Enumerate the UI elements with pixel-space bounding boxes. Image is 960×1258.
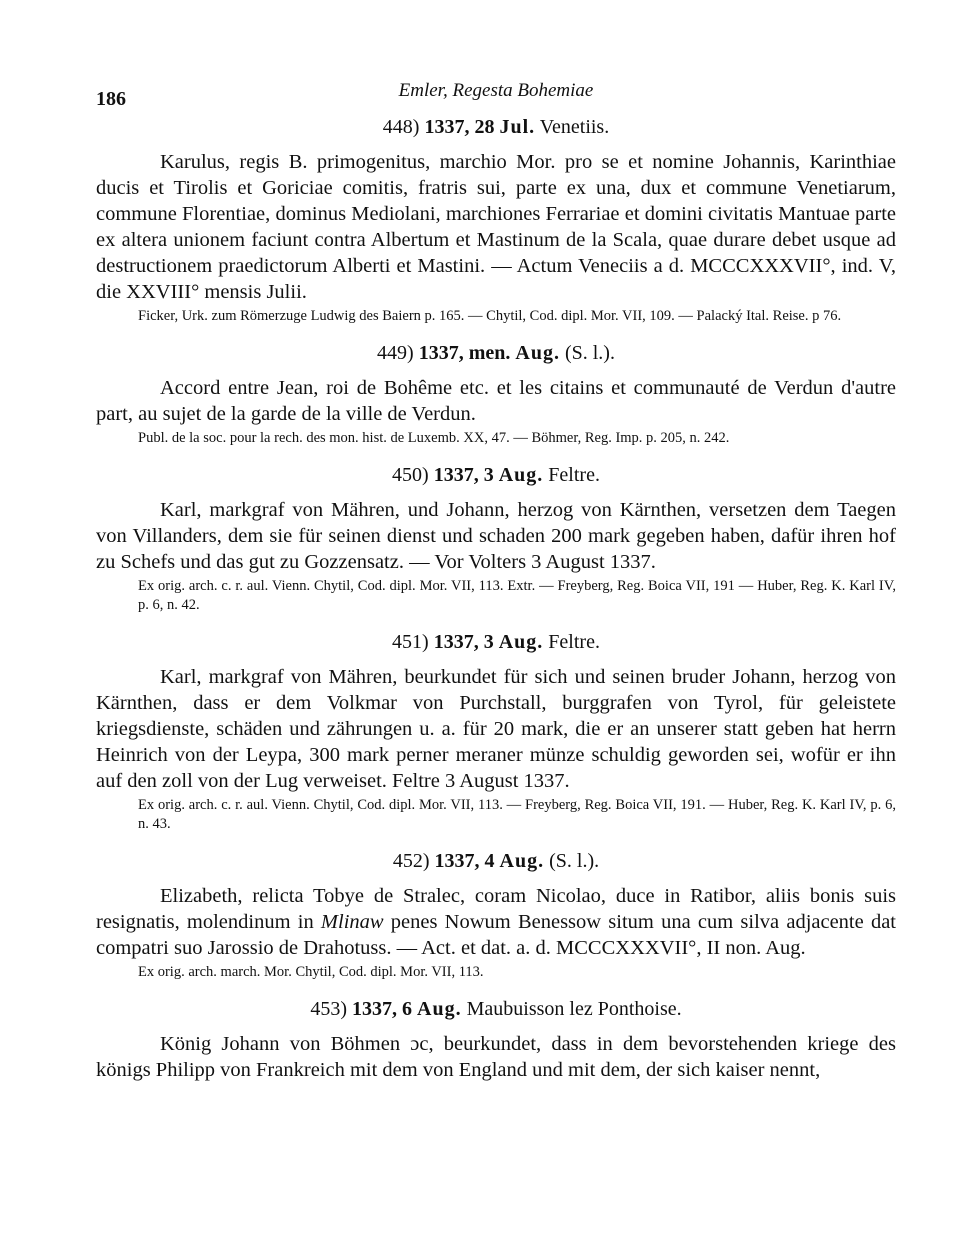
entry-month: Aug. — [499, 850, 545, 872]
running-head — [96, 80, 896, 114]
entry-place: (S. l.). — [564, 342, 615, 364]
entry-body-text: Elizabeth, relicta Tobye de Stralec, coram Nicolao, duce in Ratibor, aliis bonis suis resignatis, molendinum in — [96, 885, 896, 933]
page-number: 186 — [96, 88, 126, 110]
entry-year: 1337, — [433, 631, 479, 653]
entry-year: 1337, — [418, 342, 464, 364]
entry-place: Feltre. — [548, 464, 600, 486]
entry-day: 6 — [402, 998, 413, 1020]
entry-month: Aug. — [515, 342, 560, 364]
entry-body: Karulus, regis B. primogenitus, marchio Mor. pro se et nomine Johannis, Karinthiae ducis et Tirolis et Goriciae comitis, fratris sui, parte ex una, dux et commune Venetiarum, commune Florentiae, dominus Mediolani, marchiones Ferrariae et domini civitatis Mantuae parte ex altera unionem faciunt contra Albertum et Mastinum de la Scala, quae durare debet usque ad destructionem praedictorum Alberti et Mastini. — Actum Veneciis a d. MCCCXXXVII°, ind. V, die XXVIII° mensis Julii. — [96, 151, 896, 303]
entry-source: Ex orig. arch. c. r. aul. Vienn. Chytil, Cod. dipl. Mor. VII, 113. Extr. — Freyberg, Reg. Boica VII, 191 — Huber, Reg. K. Karl IV, p. 6, n. 42. — [138, 578, 896, 613]
regest-entry-450 — [96, 464, 896, 615]
entry-number: 453) — [310, 998, 348, 1020]
entry-place: (S. l.). — [549, 850, 600, 872]
running-title: Emler, Regesta Bohemiae — [398, 80, 594, 101]
entry-day: 3 — [483, 464, 494, 486]
entry-place: Maubuisson lez Ponthoise. — [466, 998, 682, 1020]
entry-body — [96, 883, 896, 961]
regest-entry-451 — [96, 631, 896, 834]
entry-body: Karl, markgraf von Mähren, beurkundet für sich und seinen bruder Johann, herzog von Kärnthen, dass er dem Volkmar von Purchstall, burggrafen von Tyrol, für geleistete kriegsdienste, schäden und zährungen u. a. für 20 mark, die er an unserer statt geben hat herrn Heinrich von der Leypa, 300 mark perner meraner münze schuldig geworden sei, wofür er ihn auf den zoll von der Lug verweiset. Feltre 3 August 1337. — [96, 666, 896, 792]
entry-day: 3 — [483, 631, 494, 653]
entry-day: 4 — [484, 850, 495, 872]
entry-body-text: penes Nowum Benessow situm una cum silva adjacente dat compatri suo Jarossio de Drahotuss. — Act. et dat. a. d. MCCCXXXVII°, II non. Aug. — [96, 911, 896, 959]
entry-month: Aug. — [498, 631, 544, 653]
entry-heading — [96, 998, 896, 1021]
entry-number: 449) — [377, 342, 414, 364]
entry-heading — [96, 116, 896, 139]
entry-source: Publ. de la soc. pour la rech. des mon. hist. de Luxemb. XX, 47. — Böhmer, Reg. Imp. p. 205, n. 242. — [138, 430, 730, 446]
entry-heading — [96, 342, 896, 365]
place-name-italic: Mlinaw — [320, 911, 384, 933]
entry-day: 28 — [474, 116, 495, 138]
entry-heading — [96, 631, 896, 654]
entry-month: Jul. — [499, 116, 536, 138]
entry-heading — [96, 850, 896, 873]
entry-number: 451) — [392, 631, 429, 653]
entry-month: Aug. — [417, 998, 462, 1020]
entry-place: Feltre. — [548, 631, 600, 653]
entry-heading — [96, 464, 896, 487]
entry-number: 452) — [392, 850, 430, 872]
entry-body: Accord entre Jean, roi de Bohême etc. et les citains et communauté de Verdun d'autre part, au sujet de la garde de la ville de Verdun. — [96, 377, 896, 425]
entry-year: 1337, — [434, 850, 480, 872]
entry-place: Venetiis. — [539, 116, 610, 138]
entry-year: 1337, — [352, 998, 398, 1020]
entry-number: 450) — [392, 464, 429, 486]
entry-source: Ex orig. arch. march. Mor. Chytil, Cod. dipl. Mor. VII, 113. — [138, 964, 484, 980]
entry-source: Ex orig. arch. c. r. aul. Vienn. Chytil, Cod. dipl. Mor. VII, 113. — Freyberg, Reg. Boica VII, 191. — Huber, Reg. K. Karl IV, p. 6, n. 43. — [138, 797, 896, 832]
entry-source: Ficker, Urk. zum Römerzuge Ludwig des Baiern p. 165. — Chytil, Cod. dipl. Mor. VII, 109. — Palacký Ital. Reise. p 76. — [138, 308, 842, 324]
regest-entry-449 — [96, 342, 896, 448]
entry-number: 448) — [382, 116, 420, 138]
page — [96, 80, 896, 1099]
entry-body: Karl, markgraf von Mähren, und Johann, herzog von Kärnthen, versetzen dem Taegen von Villanders, dem sie für seinen dienst und schaden 200 mark gegeben haben, dafür ihren hof zu Schefs und das gut zu Gozzensatz. — Vor Volters 3 August 1337. — [96, 499, 896, 573]
entry-body: König Johann von Böhmen ɔc, beurkundet, dass in dem bevorstehenden kriege des königs Philipp von Frankreich mit dem von England und mit dem, der sich kaiser nennt, — [96, 1033, 896, 1081]
entry-year: 1337, — [424, 116, 470, 138]
entry-day: men. — [468, 342, 511, 364]
entry-year: 1337, — [433, 464, 479, 486]
regest-entry-453 — [96, 998, 896, 1083]
regest-entry-452 — [96, 850, 896, 982]
entry-month: Aug. — [498, 464, 544, 486]
regest-entry-448 — [96, 116, 896, 326]
